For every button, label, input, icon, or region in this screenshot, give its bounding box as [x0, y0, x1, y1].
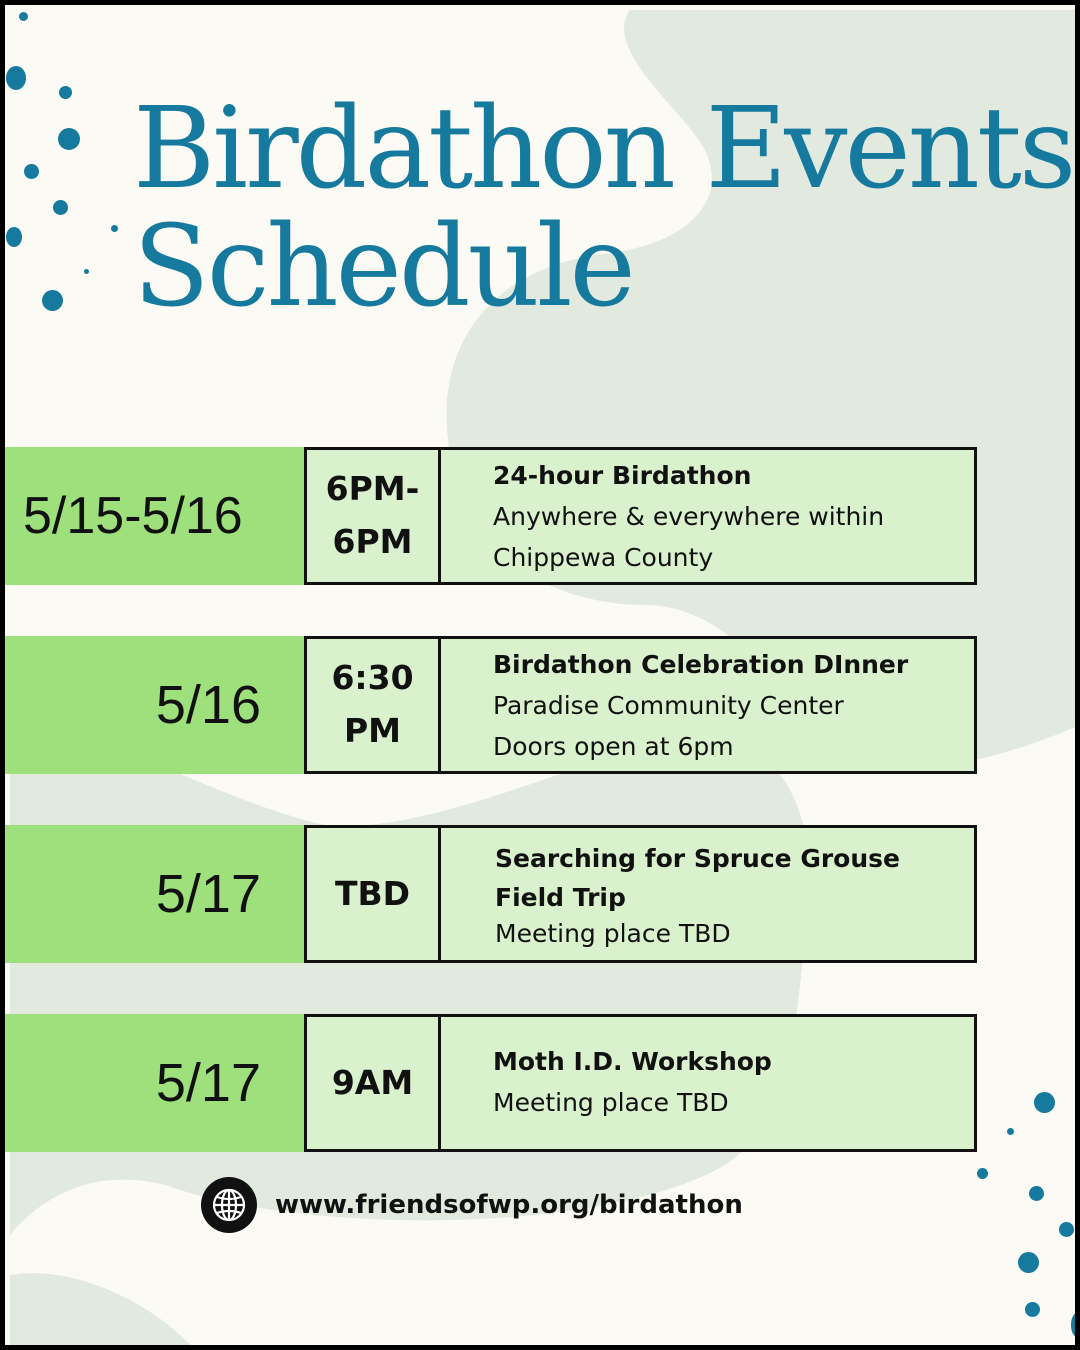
- dot: [42, 290, 63, 311]
- event-time: [307, 828, 441, 960]
- event-date: 5/17: [5, 1014, 305, 1152]
- event-description: [495, 828, 964, 960]
- event-row: [5, 825, 977, 963]
- event-time-line1: 9AM: [331, 1062, 414, 1102]
- event-time-line1: TBD: [334, 873, 411, 913]
- event-detail: Doors open at 6pm: [493, 731, 734, 761]
- event-detail: Meeting place TBD: [493, 1088, 729, 1117]
- dot: [1071, 1313, 1080, 1337]
- dot: [1059, 1222, 1074, 1237]
- dot: [59, 86, 72, 99]
- event-description: [493, 639, 964, 771]
- globe-icon: [201, 1177, 257, 1233]
- blob-left: [10, 705, 810, 1235]
- page-title-line2: Schedule: [133, 202, 633, 332]
- dot: [1007, 1128, 1014, 1135]
- event-time-line1: 6PM-: [325, 469, 420, 509]
- dot: [53, 200, 68, 215]
- blob-bottom-left: [10, 1273, 195, 1350]
- dot: [19, 12, 28, 21]
- event-title: Birdathon Celebration DInner: [493, 649, 909, 679]
- event-box: [304, 825, 977, 963]
- event-time: [307, 1017, 441, 1149]
- event-box: [304, 447, 977, 585]
- event-date: 5/15-5/16: [5, 447, 305, 585]
- event-time-line1: 6:30: [331, 658, 414, 698]
- event-description: [493, 450, 964, 582]
- event-detail: Paradise Community Center: [493, 690, 844, 720]
- event-detail: Chippewa County: [493, 542, 714, 572]
- event-title: Moth I.D. Workshop: [493, 1047, 772, 1076]
- event-time: [307, 639, 441, 771]
- footer: [201, 1177, 743, 1233]
- dot: [1034, 1092, 1055, 1113]
- event-title: 24-hour Birdathon: [493, 460, 752, 490]
- event-row: [5, 636, 977, 774]
- dot: [6, 227, 22, 247]
- event-row: [5, 1014, 977, 1152]
- event-box: [304, 636, 977, 774]
- event-time: [307, 450, 441, 582]
- event-description: [493, 1017, 964, 1149]
- event-detail: Meeting place TBD: [495, 918, 731, 948]
- event-date: 5/17: [5, 825, 305, 963]
- event-detail: Anywhere & everywhere within: [493, 501, 885, 531]
- dot: [1018, 1252, 1039, 1273]
- event-row: [5, 447, 977, 585]
- event-title: Searching for Spruce Grouse: [495, 843, 900, 873]
- dot: [84, 269, 89, 274]
- website-link[interactable]: www.friendsofwp.org/birdathon: [275, 1190, 743, 1220]
- event-box: [304, 1014, 977, 1152]
- dot: [24, 164, 39, 179]
- dot: [1025, 1302, 1040, 1317]
- dot: [977, 1168, 988, 1179]
- event-time-line2: 6PM: [332, 522, 413, 561]
- event-date: 5/16: [5, 636, 305, 774]
- event-time-line2: PM: [343, 711, 402, 750]
- page-title-line1: Birdathon Events: [133, 84, 1074, 214]
- dot: [1029, 1186, 1044, 1201]
- dot: [58, 128, 80, 150]
- dot: [6, 66, 26, 90]
- event-title-line2: Field Trip: [495, 882, 626, 912]
- dot: [111, 225, 118, 232]
